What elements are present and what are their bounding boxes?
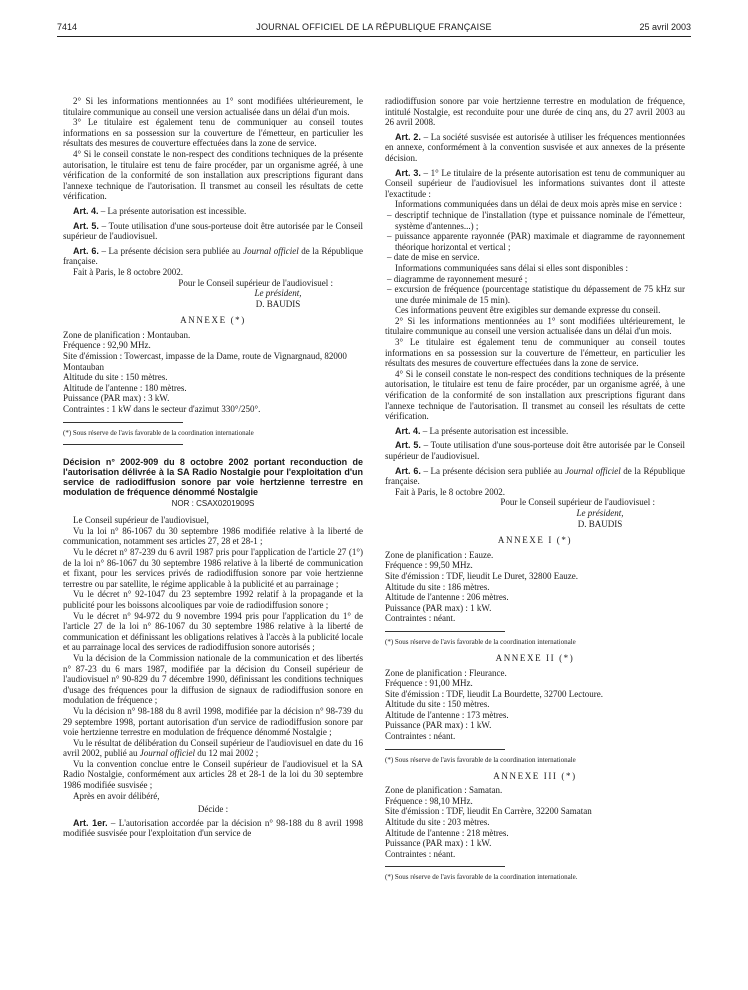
nor-reference: NOR : CSAX0201909S [171,498,255,508]
annexe-line: Zone de planification : Samatan. [385,785,503,796]
annexe-title: ANNEXE I (*) [497,535,573,546]
paragraph: 4° Si le conseil constate le non-respect des conditions techniques de la présente autorisation, le titulaire est tenu de faire procéder, par un organisme agréé, à une vérification de la conformité de son installation aux prescriptions figurant dans l'annexe technique de l'autorisation. Il transmet au conseil les résultats de cette vérification. [385,368,685,422]
article-4: Art. 4. – La présente autorisation est incessible. [395,425,569,436]
annexe-line: Altitude du site : 203 mètres. [385,817,490,828]
paragraph: Informations communiquées sans délai si elles sont disponibles : [395,262,628,273]
list-item: – diagramme de rayonnement mesuré ; [387,273,528,284]
preamble-line: Vu le décret n° 92-1047 du 23 septembre 1992 relatif à la propagande et la publicité pour les boissons alcooliques par voie de radiodiffusion sonore ; [63,589,363,610]
decision-title: Décision n° 2002-909 du 8 octobre 2002 portant reconduction de l'autorisation délivrée à la SA Radio Nostalgie pour l'exploitation d'un service de radiodiffusion sonore par voie hertzienne terrestre en modulation de fréquence dénommé Nostalgie [63,456,363,497]
article-label: Art. 1er. [73,817,108,828]
signature-role: Le président, [254,288,302,299]
footnote: (*) Sous réserve de l'avis favorable de la coordination internationale. [385,873,578,882]
article-2: Art. 2. – La société susvisée est autorisée à utiliser les fréquences mentionnées en annexe, conformément à la convention susvisée et aux annexes de la présente décision. [385,131,685,163]
article-label: Art. 6. [73,245,99,256]
annexe-block [385,550,685,624]
preamble-line: Le Conseil supérieur de l'audiovisuel, [73,515,209,526]
annexe-line: Contraintes : néant. [385,848,456,859]
annexe-line: Puissance (PAR max) : 1 kW. [385,602,492,613]
left-column [63,96,363,839]
article-label: Art. 2. [395,131,421,142]
annexe-line: Altitude de l'antenne : 180 mètres. [63,382,187,393]
paragraph: Informations communiquées dans un délai de deux mois après mise en service : [395,199,682,210]
footnote-rule [63,422,183,423]
annexe-title: ANNEXE II (*) [495,652,575,663]
annexe-line: Altitude du site : 186 mètres. [385,581,490,592]
decide-heading: Décide : [197,804,229,815]
annexe-line: Altitude de l'antenne : 218 mètres. [385,827,509,838]
preamble-line: Vu la décision de la Commission nationale de la communication et des libertés n° 87-23 du 6 mars 1987, modifiée par la décision du Conseil supérieur de l'audiovisuel n° 90-829 du 7 décembre 1990, définissant les conditions techniques d'usage des fréquences pour la diffusion de signaux de radiodiffusion sonore en modulation de fréquence ; [63,652,363,706]
signature-for: Pour le Conseil supérieur de l'audiovisuel : [178,277,333,288]
annexe-line: Altitude de l'antenne : 173 mètres. [385,709,509,720]
annexe-line: Puissance (PAR max) : 1 kW. [385,838,492,849]
article-4: Art. 4. – La présente autorisation est incessible. [73,205,247,216]
annexe-line: Site d'émission : Towercast, impasse de la Dame, route de Vignargnaud, 82000 Montauban [63,351,347,372]
article-label: Art. 5. [395,440,421,451]
annexe-line: Site d'émission : TDF, lieudit La Bourdette, 32700 Lectoure. [385,688,603,699]
annexe-line: Fréquence : 92,90 MHz. [63,340,151,351]
article-5: Art. 5. – Toute utilisation d'une sous-porteuse doit être autorisée par le Conseil supérieur de l'audiovisuel. [385,440,685,461]
annexe-line: Zone de planification : Montauban. [63,329,191,340]
article-3: Art. 3. – 1° Le titulaire de la présente autorisation est tenu de communiquer au Conseil supérieur de l'audiovisuel les informations suivantes dont il atteste l'exactitude : [385,167,686,199]
paragraph: 4° Si le conseil constate le non-respect des conditions techniques de la présente autorisation, le titulaire est tenu de faire procéder, par un organisme agréé, à une vérification de la conformité de son installation aux prescriptions figurant dans l'annexe technique de l'autorisation. Il transmet au conseil les résultats de cette vérification. [63,148,363,202]
annexe-line: Site d'émission : TDF, lieudit En Carrère, 32200 Samatan [385,806,592,817]
preamble-line: Après en avoir délibéré, [73,790,160,801]
list-item: – date de mise en service. [387,252,480,263]
signature-name: D. BAUDIS [577,518,623,529]
article-1: Art. 1er. – L'autorisation accordée par la décision n° 98-188 du 8 avril 1998 modifiée susvisée pour l'exploitation d'un service de [63,817,363,839]
footnote-rule [385,866,505,867]
annexe-line: Altitude du site : 150 mètres. [63,372,168,383]
annexe-line: Puissance (PAR max) : 3 kW. [63,393,170,404]
annexe-title: ANNEXE (*) [180,315,246,326]
annexe-line: Puissance (PAR max) : 1 kW. [385,720,492,731]
annexe-title: ANNEXE III (*) [493,770,577,781]
footnote-rule [385,631,505,632]
article-1-continued: radiodiffusion sonore par voie hertzienne terrestre en modulation de fréquence, intitulé Nostalgie, est reconduite pour une durée de cinq ans, du 27 avril 2003 au 26 avril 2008. [385,96,685,128]
list-item: – puissance apparente rayonnée (PAR) maximale et diagramme de rayonnement théorique horizontal et vertical ; [387,231,685,252]
annexe-block [385,785,685,859]
annexe-line: Altitude du site : 150 mètres. [385,699,490,710]
signature-role: Le président, [576,507,624,518]
preamble-line: Vu la loi n° 86-1067 du 30 septembre 1986 modifiée relative à la liberté de communication, notamment ses articles 27, 28 et 28-1 ; [63,525,363,547]
annexe-line: Fréquence : 99,50 MHz. [385,560,473,571]
journal-title: JOURNAL OFFICIEL DE LA RÉPUBLIQUE FRANÇAISE [256,22,492,32]
annexe-line: Zone de planification : Eauze. [385,549,494,560]
footnote: (*) Sous réserve de l'avis favorable de la coordination internationale [385,637,576,646]
preamble-line: Vu le résultat de délibération du Conseil supérieur de l'audiovisuel en date du 16 avril 2002, publié au Journal officiel du 12 mai 2002 ; [63,737,363,759]
footnote-rule [385,749,505,750]
annexe-line: Contraintes : néant. [385,613,456,624]
header-rule [57,36,691,37]
done-at: Fait à Paris, le 8 octobre 2002. [73,266,183,277]
footnote: (*) Sous réserve de l'avis favorable de la coordination internationale [385,755,576,764]
list-item: – descriptif technique de l'installation (type et puissance nominale de l'émetteur, système d'antennes...) ; [387,209,685,231]
right-column [385,96,685,882]
annexe-line: Altitude de l'antenne : 206 mètres. [385,592,509,603]
running-header [57,22,691,34]
signature-for: Pour le Conseil supérieur de l'audiovisuel : [500,497,655,508]
preamble-line: Vu la décision n° 98-188 du 8 avril 1998, modifiée par la décision n° 98-739 du 29 septembre 1998, portant autorisation d'un service de radiodiffusion sonore par voie hertzienne terrestre en modulation de fréquence dénommé Nostalgie ; [63,705,363,738]
annexe-line: Fréquence : 98,10 MHz. [385,795,473,806]
article-6: Art. 6. – La présente décision sera publiée au Journal officiel de la République française. [385,465,685,487]
article-5: Art. 5. – Toute utilisation d'une sous-porteuse doit être autorisée par le Conseil supérieur de l'audiovisuel. [63,220,363,242]
footnote: (*) Sous réserve de l'avis favorable de la coordination internationale [63,428,254,437]
article-label: Art. 4. [73,205,99,216]
article-label: Art. 5. [73,220,99,231]
paragraph: 3° Le titulaire est également tenu de communiquer au conseil toutes informations en sa possession sur la couverture de l'émetteur, en particulier les résultats des mesures de couverture effectuées dans la zone de service. [385,337,685,369]
preamble-line: Vu la convention conclue entre le Conseil supérieur de l'audiovisuel et la SA Radio Nostalgie, conformément aux articles 28 et 28-1 de la loi du 30 septembre 1986 modifiée susvisée ; [63,758,363,791]
preamble-line: Vu le décret n° 87-239 du 6 avril 1987 pris pour l'application de l'article 27 (1°) de la loi n° 86-1067 du 30 septembre 1986 relative à la liberté de communication et fixant, pour les services privés de radiodiffusion sonore par voie hertzienne terrestre ou par satellite, le régime applicable à la publicité et au parrainage ; [63,547,363,589]
article-label: Art. 3. [395,167,421,178]
annexe-line: Site d'émission : TDF, lieudit Le Duret, 32800 Eauze. [385,570,578,581]
annexe-block [385,668,685,742]
annexe-line: Contraintes : néant. [385,731,456,742]
annexe-line: Zone de planification : Fleurance. [385,667,507,678]
preamble-line: Vu le décret n° 94-972 du 9 novembre 1994 pris pour l'application du 1° de l'article 27 de la loi n° 86-1067 du 30 septembre 1986 relative à la liberté de communication et définissant les obligations relatives à l'accès à la publicité locale et au parrainage local des services de radiodiffusion sonore autorisés ; [63,610,363,653]
signature-name: D. BAUDIS [255,298,301,309]
paragraph: Ces informations peuvent être exigibles sur demande expresse du conseil. [395,305,661,316]
article-6: Art. 6. – La présente décision sera publiée au Journal officiel de la République française. [63,245,363,267]
annexe-block [63,330,363,415]
done-at: Fait à Paris, le 8 octobre 2002. [395,486,505,497]
article-label: Art. 6. [395,465,421,476]
paragraph: 3° Le titulaire est également tenu de communiquer au conseil toutes informations en sa possession sur la couverture de l'émetteur, en particulier les résultats des mesures de couverture effectuées dans la zone de service. [63,117,363,149]
list-item: – excursion de fréquence (pourcentage statistique du dépassement de 75 kHz sur une durée minimale de 15 min). [387,284,685,305]
annexe-line: Fréquence : 91,00 MHz. [385,678,473,689]
page-number: 7414 [57,22,78,32]
issue-date: 25 avril 2003 [639,22,691,32]
annexe-line: Contraintes : 1 kW dans le secteur d'azimut 330°/250°. [63,404,261,415]
section-rule [63,444,183,445]
paragraph: 2° Si les informations mentionnées au 1° sont modifiées ultérieurement, le titulaire communique au conseil une version actualisée dans un délai d'un mois. [63,96,363,117]
paragraph: 2° Si les informations mentionnées au 1° sont modifiées ultérieurement, le titulaire communique au conseil une version actualisée dans un délai d'un mois. [385,315,685,337]
article-label: Art. 4. [395,425,421,436]
